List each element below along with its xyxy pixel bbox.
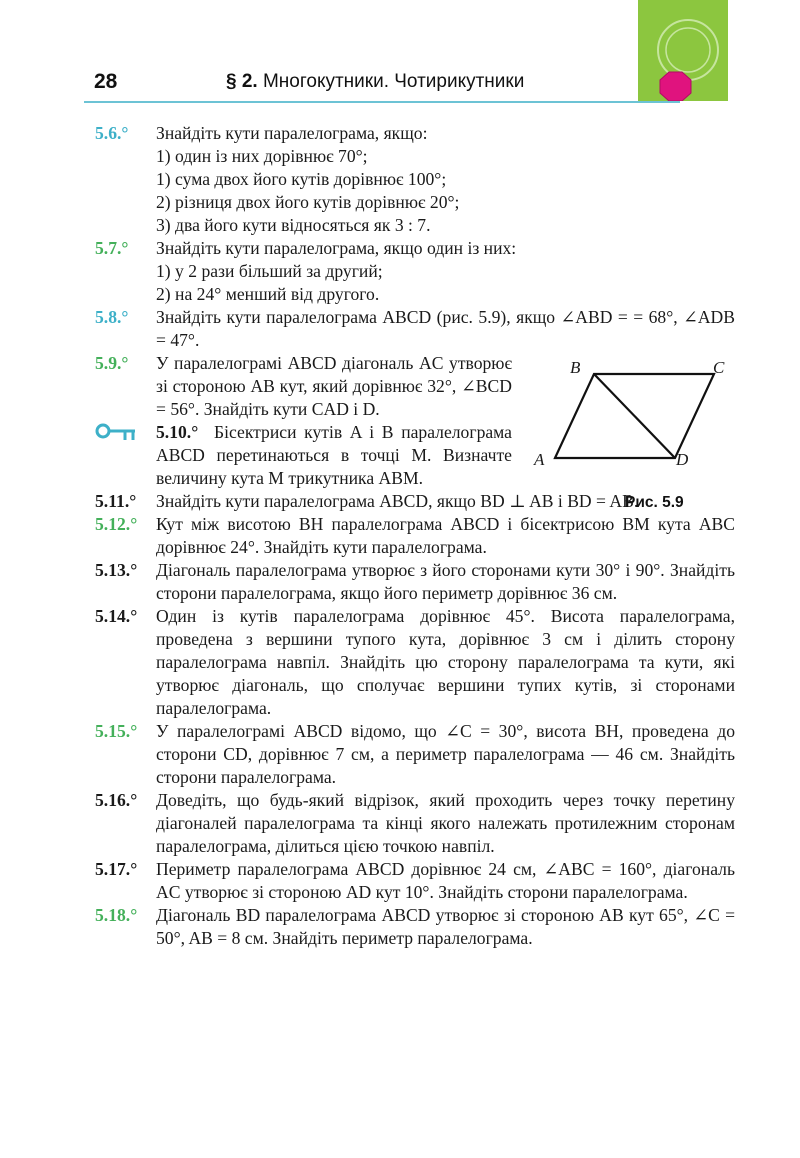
exercise-5-13 [95,559,735,605]
exercise-number: 5.10.° [156,422,199,442]
header-rule [84,101,680,103]
section-title: Многокутники. Чотирикутники [257,71,525,92]
vertex-label-d: D [676,450,689,469]
exercise-list [95,122,735,950]
exercise-text: У паралелограмі ABCD відомо, що ∠C = 30°, висота BH, проведена до сторони CD, дорівнює 7 см, а периметр паралелограма — 46 см. Знайдіть сторони паралелограма. [156,721,735,787]
exercise-text: Периметр паралелограма ABCD дорівнює 24 см, ∠ABC = 160°, діагональ AC утворює зі стороною AD кут 10°. Знайдіть сторони паралелограма. [156,859,735,902]
exercise-number: 5.13.° [95,560,138,580]
exercise-text: Кут між висотою BH паралелограма ABCD і бісектрисою BM кута ABC дорівнює 24°. Знайдіть кути паралелограма. [156,514,735,557]
exercise-5-6 [95,122,735,237]
exercise-number: 5.9.° [95,353,129,373]
figure-caption: Рис. 5.9 [625,494,684,511]
exercise-text: У паралелограмі ABCD діагональ AC утворює зі стороною AB кут, який дорівнює 32°, ∠BCD = 56°. Знайдіть кути CAD і D. [156,353,512,419]
exercise-number: 5.8.° [95,307,129,327]
exercise-number: 5.7.° [95,238,129,258]
diagonal-bd [594,374,675,458]
exercise-5-17 [95,858,735,904]
exercise-line: 1) один із них дорівнює 70°; [156,146,368,166]
exercise-line: Знайдіть кути паралелограма, якщо один із них: [156,238,517,258]
exercise-5-14 [95,605,735,720]
exercise-text: Бісектриси кутів A і B паралелограма ABCD перетинаються в точці M. Визначте величину кута M трикутника ABM. [156,422,512,488]
exercise-line: 1) у 2 рази більший за другий; [156,261,383,281]
exercise-number: 5.18.° [95,905,138,925]
exercise-5-12 [95,513,735,559]
exercise-text: Знайдіть кути паралелограма ABCD, якщо BD ⊥ AB і BD = AB. [156,491,639,511]
exercise-line: Знайдіть кути паралелограма, якщо: [156,123,428,143]
parallelogram-diagram [530,356,740,486]
figure-5-9 [530,356,740,518]
exercise-number: 5.15.° [95,721,138,741]
exercise-line: 2) на 24° менший від другого. [156,284,380,304]
exercise-5-15 [95,720,735,789]
running-head [226,71,524,93]
exercise-5-18 [95,904,735,950]
exercise-line: 1) сума двох його кутів дорівнює 100°; [156,169,447,189]
exercise-line: 3) два його кути відносяться як 3 : 7. [156,215,431,235]
exercise-text: Діагональ BD паралелограма ABCD утворює зі стороною AB кут 65°, ∠C = 50°, AB = 8 см. Знайдіть периметр паралелограма. [156,905,735,948]
exercise-5-7 [95,237,735,306]
exercise-number: 5.17.° [95,859,138,879]
exercise-number: 5.6.° [95,123,129,143]
exercise-text: Доведіть, що будь-який відрізок, який проходить через точку перетину діагоналей паралелограма та кінці якого належать протилежним сторонам паралелограма, ділиться цією точкою навпіл. [156,790,735,856]
key-icon [95,423,137,443]
exercise-5-8 [95,306,735,352]
exercise-number: 5.11.° [95,491,137,511]
page-number: 28 [94,70,118,93]
exercise-number: 5.12.° [95,514,138,534]
vertex-label-c: C [713,358,725,377]
exercise-number: 5.14.° [95,606,138,626]
vertex-label-b: B [570,358,581,377]
exercise-5-16 [95,789,735,858]
exercise-number: 5.16.° [95,790,138,810]
exercise-line: 2) різниця двох його кутів дорівнює 20°; [156,192,460,212]
octagon-marker-icon [660,72,691,101]
exercise-text: Знайдіть кути паралелограма ABCD (рис. 5.9), якщо ∠ABD = = 68°, ∠ADB = 47°. [156,307,735,350]
exercise-text: Діагональ паралелограма утворює з його сторонами кути 30° і 90°. Знайдіть сторони паралелограма, якщо його периметр дорівнює 36 см. [156,560,735,603]
section-number: § 2. [226,71,258,92]
vertex-label-a: A [534,450,545,469]
corner-tab-decoration [624,0,728,101]
exercise-text: Один із кутів паралелограма дорівнює 45°. Висота паралелограма, проведена з вершини тупого кута, дорівнює 3 см і ділить сторону паралелограма навпіл. Знайдіть цю сторону паралелограма та кути, які утворює діагональ, що сполучає вершини тупих кутів, зі сторонами паралелограма. [156,606,735,718]
